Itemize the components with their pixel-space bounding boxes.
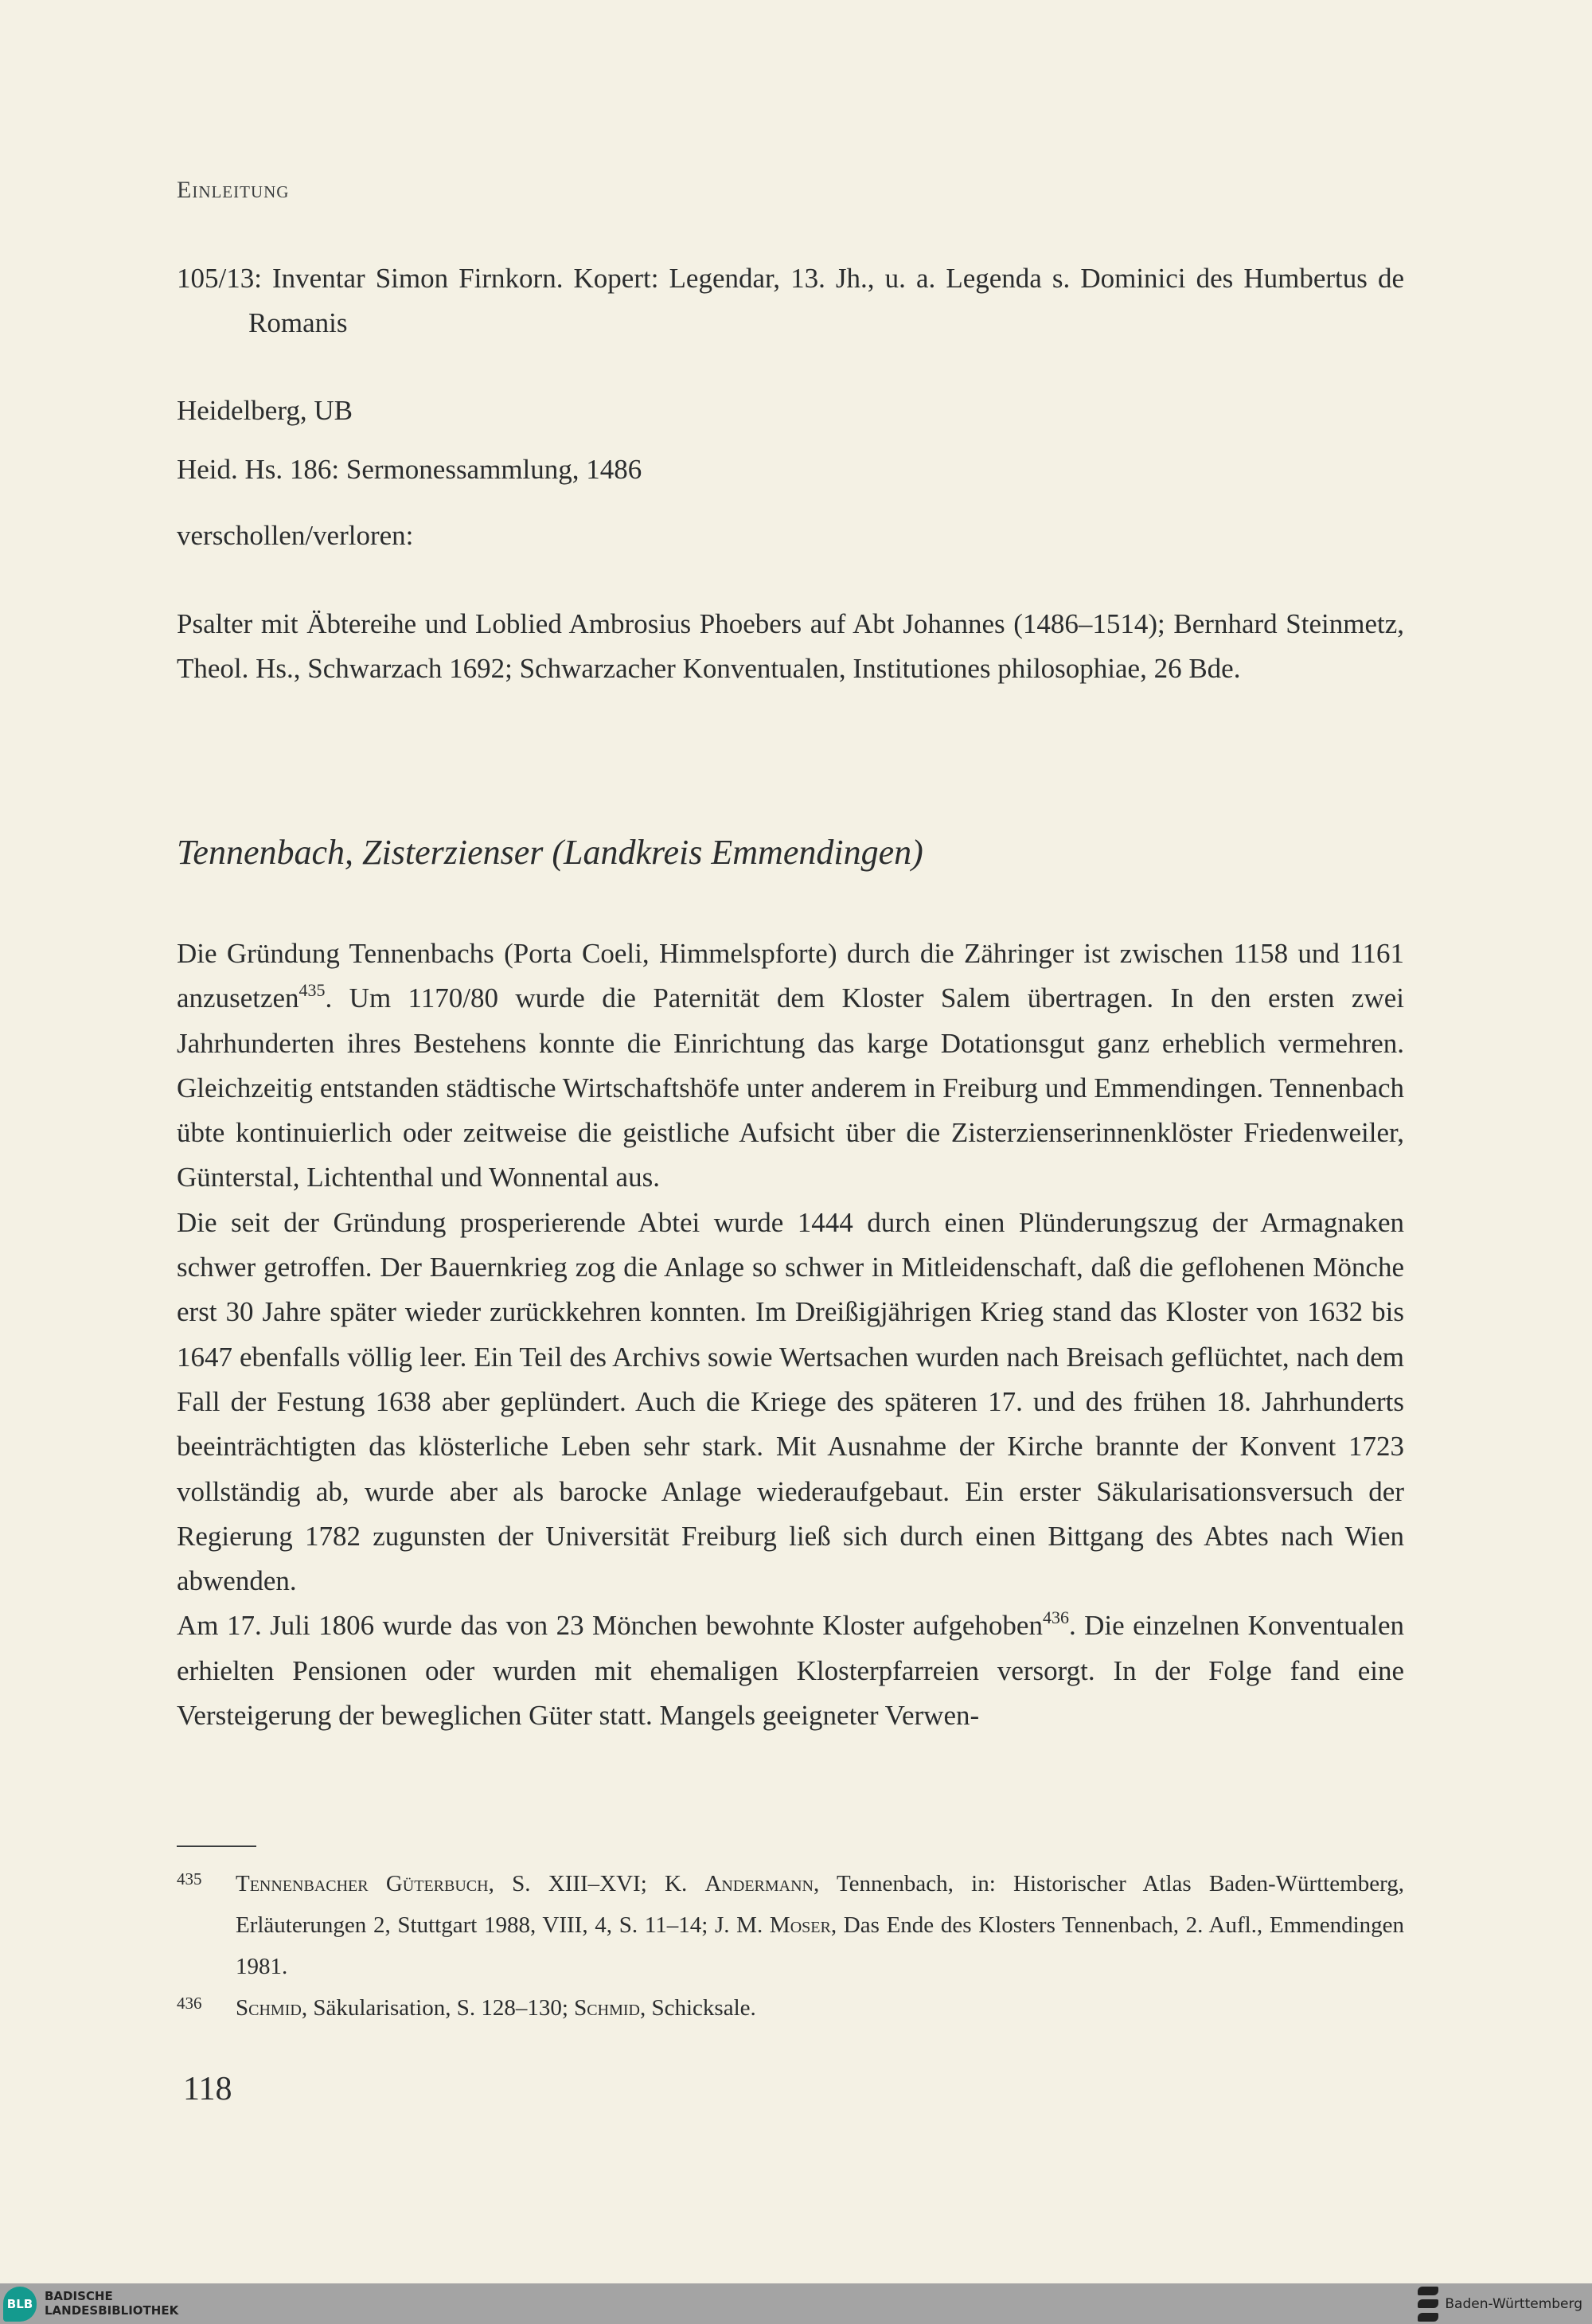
- lions-crest-icon: [1418, 2287, 1438, 2322]
- archive-entry: [177, 256, 1404, 346]
- library-name-line2: LANDESBIBLIOTHEK: [45, 2303, 179, 2318]
- footnote-text: , Schicksale.: [639, 1995, 756, 2021]
- location-heading: Heidelberg, UB: [177, 395, 353, 426]
- lost-heading: verschollen/verloren:: [177, 520, 414, 551]
- lost-entry: [177, 602, 1404, 691]
- footnote-text: , Tennenbach, in: Historischer Atlas Baden-Württemberg, Erläuterungen 2, Stuttgart 1988, VIII, 4, S. 11–14; J. M.: [236, 1871, 1404, 1938]
- paragraph-text: Die Gründung Tennenbachs (Porta Coeli, Himmelspforte) durch die Zähringer ist zwischen 1158 und 1161 anzusetzen: [177, 938, 1404, 1014]
- section-heading: Tennenbach, Zisterzienser (Landkreis Emmendingen): [177, 833, 923, 872]
- footnote-number: 436: [177, 1994, 202, 2013]
- lost-label: [177, 514, 1404, 558]
- library-name[interactable]: [45, 2289, 178, 2318]
- footnote-text: , Säkularisation, S. 128–130;: [301, 1995, 575, 2021]
- running-head: Einleitung: [177, 177, 290, 203]
- footnote-author: Andermann: [704, 1871, 814, 1896]
- footnotes: [177, 1863, 1404, 2029]
- body-text: [177, 932, 1404, 1738]
- footnote: [177, 1987, 1404, 2029]
- footnote-author: Schmid: [574, 1995, 640, 2021]
- library-name-line1: BADISCHE: [45, 2289, 113, 2303]
- state-label: Baden-Württemberg: [1445, 2295, 1582, 2312]
- footnote-ref[interactable]: 435: [298, 980, 326, 1001]
- footnote-text: , Das Ende des Klosters Tennenbach, 2. Aufl., Emmendingen 1981.: [236, 1912, 1404, 1979]
- paragraph: [177, 1603, 1404, 1738]
- paragraph: Die seit der Gründung prosperierende Abtei wurde 1444 durch einen Plünderungszug der Armagnaken schwer getroffen. Der Bauernkrieg zog die Anlage so schwer in Mitleidenschaft, daß die geflohenen Mönche erst 30 Jahre später wieder zurückkehren konnten. Im Dreißigjährigen Krieg stand das Kloster von 1632 bis 1647 ebenfalls völlig leer. Ein Teil des Archivs sowie Wertsachen wurden nach Breisach geflüchtet, nach dem Fall der Festung 1638 aber geplündert. Auch die Kriege des späteren 17. und des frühen 18. Jahrhunderts beeinträchtigten das klösterliche Leben sehr stark. Mit Ausnahme der Kirche brannte der Konvent 1723 vollständig ab, wurde aber als barocke Anlage wiederaufgebaut. Ein erster Säkularisationsversuch der Regierung 1782 zugunsten der Universität Freiburg ließ sich durch einen Bittgang des Abtes nach Wien abwenden.: [177, 1206, 1404, 1597]
- paragraph: [177, 932, 1404, 1201]
- entry-text: Heid. Hs. 186: Sermonessammlung, 1486: [177, 454, 642, 485]
- footnote-ref[interactable]: 436: [1042, 1607, 1069, 1628]
- footnote-author: Schmid: [236, 1995, 302, 2021]
- footnote-author: Moser: [769, 1912, 831, 1938]
- entry-text: 105/13: Inventar Simon Firnkorn. Kopert: Legendar, 13. Jh., u. a. Legenda s. Dominici des Humbertus de Romanis: [177, 263, 1404, 338]
- footer-bar: [0, 2283, 1592, 2324]
- footnote: [177, 1863, 1404, 1987]
- entry-text: Psalter mit Äbtereihe und Loblied Ambrosius Phoebers auf Abt Johannes (1486–1514); Bernhard Steinmetz, Theol. Hs., Schwarzach 1692; Schwarzacher Konventualen, Institutiones philosophiae, 26 Bde.: [177, 608, 1404, 684]
- archive-entry: [177, 447, 1404, 492]
- footnote-divider: [177, 1846, 256, 1847]
- footnote-number: 435: [177, 1869, 202, 1888]
- footnote-author: Tennenbacher Güterbuch: [236, 1871, 489, 1896]
- blb-logo-icon[interactable]: BLB: [3, 2287, 37, 2322]
- baden-wuerttemberg-logo[interactable]: [1418, 2283, 1582, 2324]
- footnote-text: , S. XIII–XVI; K.: [488, 1871, 705, 1896]
- paragraph-text: Am 17. Juli 1806 wurde das von 23 Mönchen bewohnte Kloster aufgehoben: [177, 1610, 1043, 1642]
- paragraph-text: . Die einzelnen Konventualen erhielten Pensionen oder wurden mit ehemaligen Klosterpfarreien versorgt. In der Folge fand eine Versteigerung der beweglichen Güter statt. Mangels geeigneter Verwen-: [177, 1610, 1405, 1732]
- page-number: 118: [183, 2071, 232, 2107]
- archive-location: [177, 389, 1404, 433]
- paragraph-text: . Um 1170/80 wurde die Paternität dem Kloster Salem übertragen. In den ersten zwei Jahrhunderten ihres Bestehens konnte die Einrichtung das karge Dotationsgut ganz erheblich vermehren. Gleichzeitig entstanden städtische Wirtschaftshöfe unter anderem in Freiburg und Emmendingen. Tennenbach übte kontinuierlich oder zeitweise die geistliche Aufsicht über die Zisterzienserinnenklöster Friedenweiler, Günterstal, Lichtenthal und Wonnental aus.: [177, 982, 1404, 1193]
